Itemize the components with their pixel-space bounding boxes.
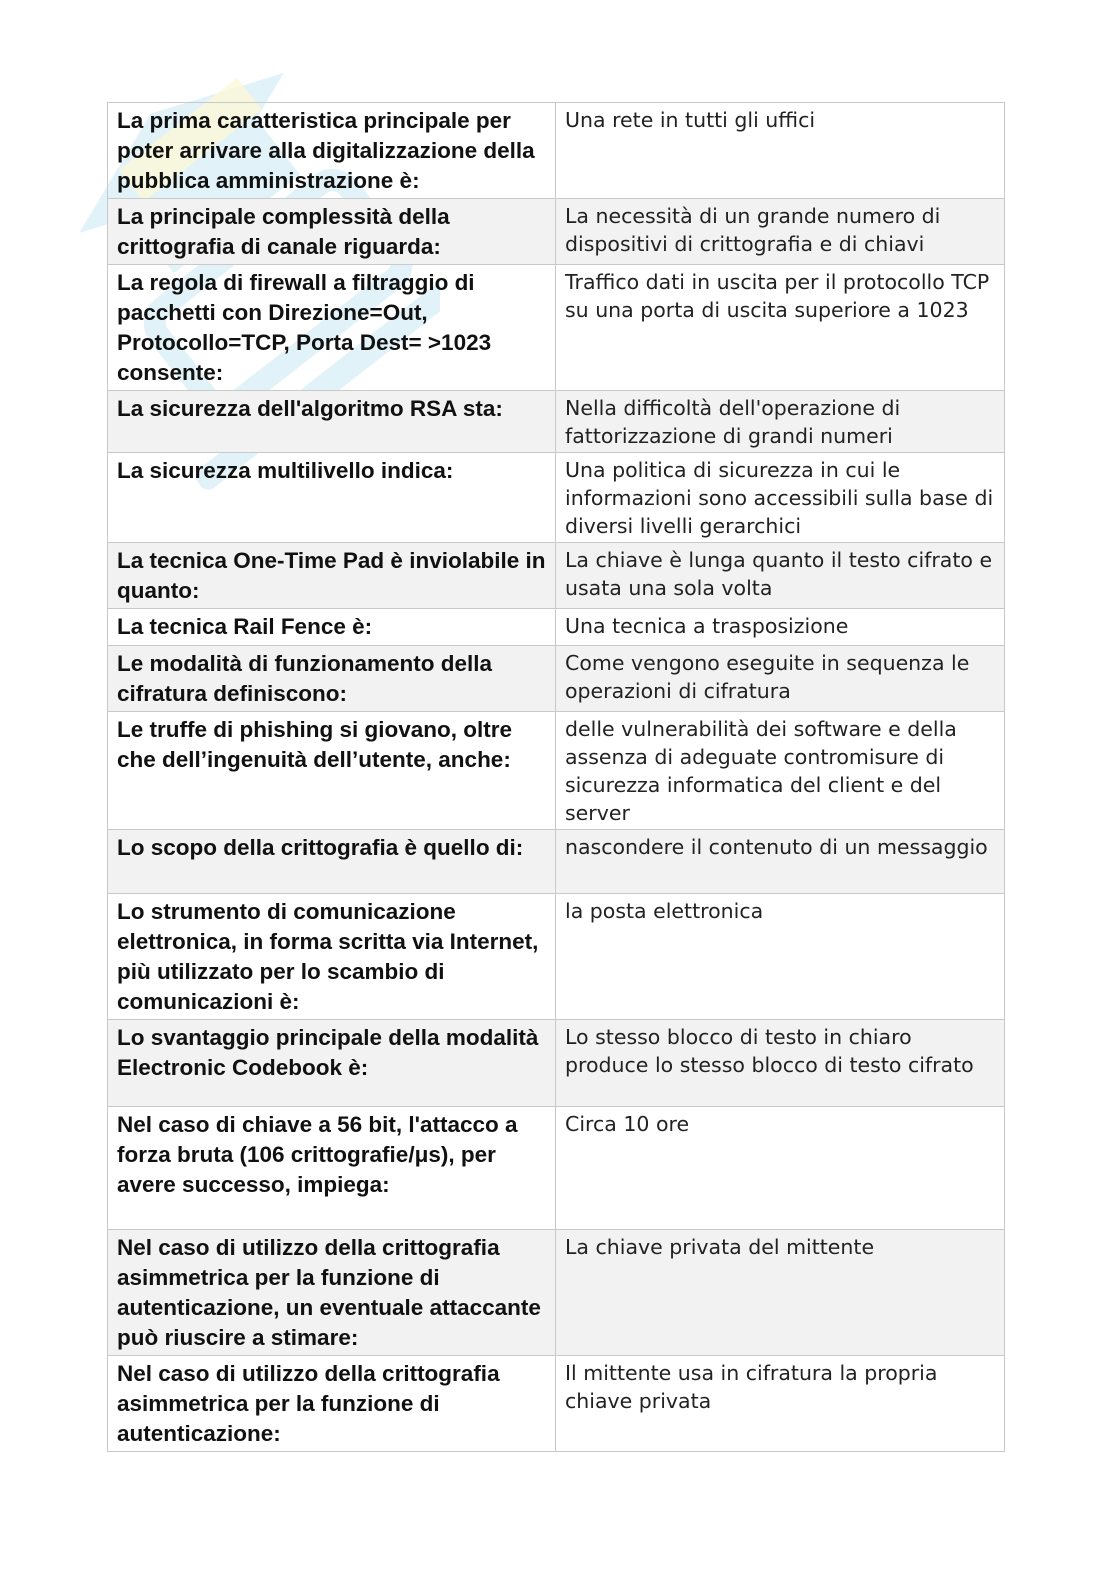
answer-cell: delle vulnerabilità dei software e della assenza di adeguate contromisure di sicurezza informatica del client e del server [556,712,1005,830]
qa-table [107,102,1005,1452]
table-row [108,894,1005,1020]
answer-cell: Traffico dati in uscita per il protocollo TCP su una porta di uscita superiore a 1023 [556,265,1005,391]
answer-cell: nascondere il contenuto di un messaggio [556,830,1005,894]
question-cell: La regola di firewall a filtraggio di pacchetti con Direzione=Out, Protocollo=TCP, Porta Dest= >1023 consente: [108,265,556,391]
answer-cell: Lo stesso blocco di testo in chiaro produce lo stesso blocco di testo cifrato [556,1020,1005,1107]
question-cell: La prima caratteristica principale per poter arrivare alla digitalizzazione della pubblica amministrazione è: [108,103,556,199]
answer-cell: Nella difficoltà dell'operazione di fattorizzazione di grandi numeri [556,391,1005,453]
answer-cell: la posta elettronica [556,894,1005,1020]
table-row [108,453,1005,543]
table-row [108,543,1005,609]
table-row [108,199,1005,265]
question-cell: La sicurezza multilivello indica: [108,453,556,543]
question-cell: La sicurezza dell'algoritmo RSA sta: [108,391,556,453]
table-row [108,646,1005,712]
table-row [108,391,1005,453]
table-row [108,830,1005,894]
table-row [108,609,1005,646]
answer-cell: La chiave privata del mittente [556,1230,1005,1356]
question-cell: Lo strumento di comunicazione elettronica, in forma scritta via Internet, più utilizzato per lo scambio di comunicazioni è: [108,894,556,1020]
question-cell: Lo scopo della crittografia è quello di: [108,830,556,894]
question-cell: Lo svantaggio principale della modalità Electronic Codebook è: [108,1020,556,1107]
question-cell: Nel caso di utilizzo della crittografia asimmetrica per la funzione di autenticazione: [108,1356,556,1452]
table-row [108,1020,1005,1107]
question-cell: La principale complessità della crittografia di canale riguarda: [108,199,556,265]
answer-cell: La chiave è lunga quanto il testo cifrato e usata una sola volta [556,543,1005,609]
answer-cell: Il mittente usa in cifratura la propria chiave privata [556,1356,1005,1452]
table-row [108,1230,1005,1356]
table-row [108,103,1005,199]
question-cell: La tecnica One-Time Pad è inviolabile in quanto: [108,543,556,609]
question-cell: Nel caso di utilizzo della crittografia asimmetrica per la funzione di autenticazione, un eventuale attaccante può riuscire a stimare: [108,1230,556,1356]
question-cell: La tecnica Rail Fence è: [108,609,556,646]
answer-cell: Una rete in tutti gli uffici [556,103,1005,199]
answer-cell: Come vengono eseguite in sequenza le operazioni di cifratura [556,646,1005,712]
question-cell: Le modalità di funzionamento della cifratura definiscono: [108,646,556,712]
table-row [108,265,1005,391]
question-cell: Le truffe di phishing si giovano, oltre che dell’ingenuità dell’utente, anche: [108,712,556,830]
answer-cell: La necessità di un grande numero di dispositivi di crittografia e di chiavi [556,199,1005,265]
answer-cell: Una tecnica a trasposizione [556,609,1005,646]
question-cell: Nel caso di chiave a 56 bit, l'attacco a forza bruta (106 crittografie/μs), per avere successo, impiega: [108,1107,556,1230]
table-row [108,712,1005,830]
answer-cell: Circa 10 ore [556,1107,1005,1230]
table-row [108,1356,1005,1452]
table-row [108,1107,1005,1230]
answer-cell: Una politica di sicurezza in cui le informazioni sono accessibili sulla base di diversi livelli gerarchici [556,453,1005,543]
